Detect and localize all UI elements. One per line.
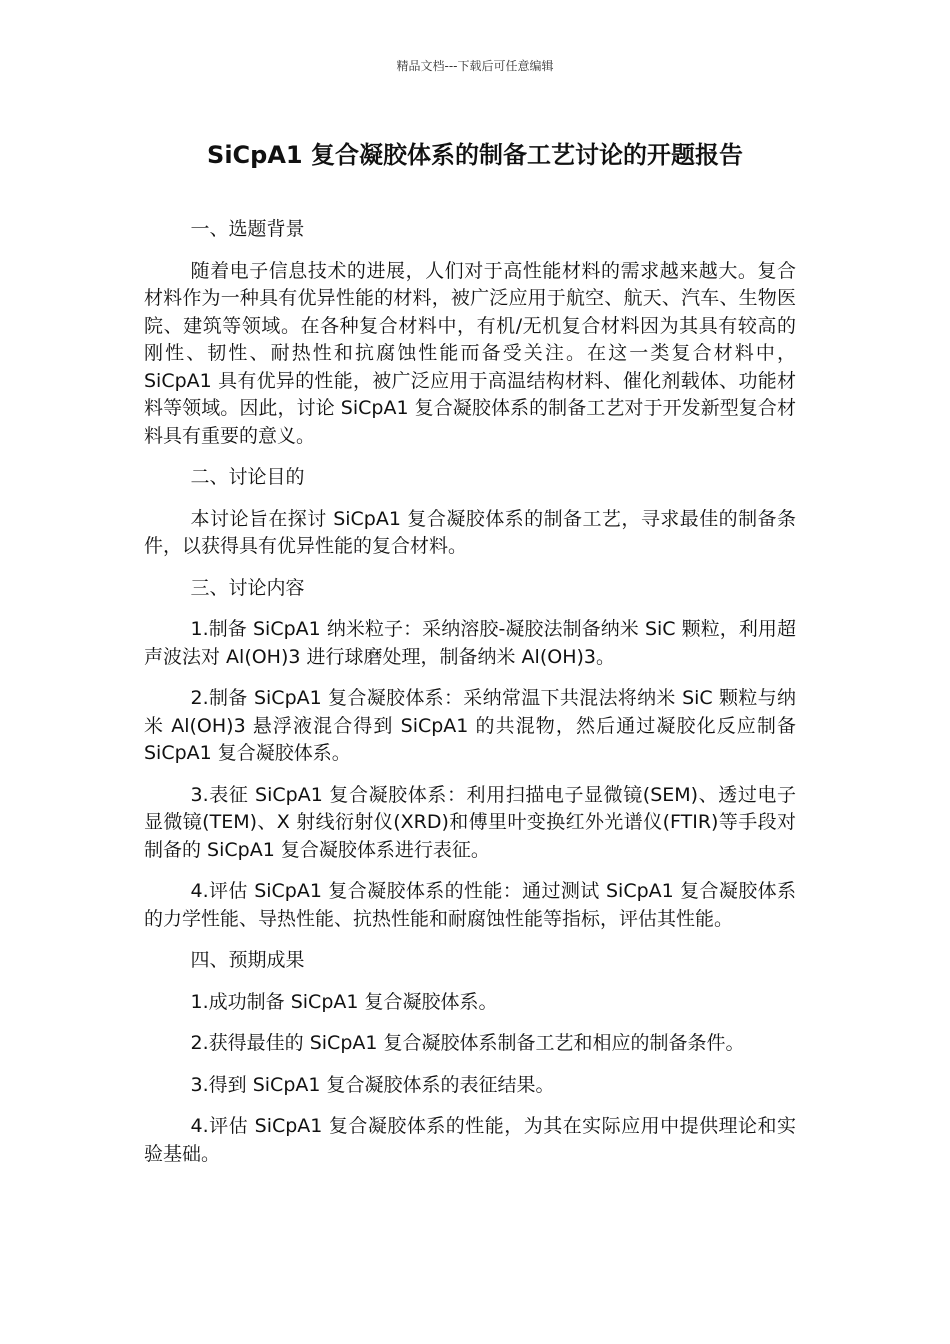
page-header: 精品文档---下载后可任意编辑 (396, 59, 554, 73)
paragraph: 3.得到 SiCpA1 复合凝胶体系的表征结果。 (190, 1073, 555, 1096)
paragraph: 1.制备 SiCpA1 纳米粒子：采纳溶胶-凝胶法制备纳米 SiC 颗粒，利用超声波法对 Al(OH)3 进行球磨处理，制备纳米 Al(OH)3。 (144, 618, 796, 668)
paragraph: 本讨论旨在探讨 SiCpA1 复合凝胶体系的制备工艺，寻求最佳的制备条件，以获得具有优异性能的复合材料。 (144, 507, 796, 557)
section-heading: 四、预期成果 (190, 949, 305, 971)
section-expected-results (144, 947, 796, 1168)
section-heading: 三、讨论内容 (190, 576, 305, 599)
paragraph: 随着电子信息技术的进展，人们对于高性能材料的需求越来越大。复合材料作为一种具有优异性能的材料，被广泛应用于航空、航天、汽车、生物医院、建筑等领域。在各种复合材料中，有机/无机复合材料因为其具有较高的刚性、韧性、耐热性和抗腐蚀性能而备受关注。在这一类复合材料中，SiCpA1 具有优异的性能，被广泛应用于高温结构材料、催化剂载体、功能材料等领域。因此，讨论 SiCpA1 复合凝胶体系的制备工艺对于开发新型复合材料具有重要的意义。 (144, 259, 796, 447)
section-background (144, 216, 796, 450)
paragraph: 2.制备 SiCpA1 复合凝胶体系：采纳常温下共混法将纳米 SiC 颗粒与纳米 Al(OH)3 悬浮液混合得到 SiCpA1 的共混物，然后通过凝胶化反应制备 SiCpA1 复合凝胶体系。 (144, 687, 796, 764)
document-body (144, 216, 796, 1182)
section-content (144, 575, 796, 934)
section-purpose (144, 464, 796, 561)
document-title: SiCpA1 复合凝胶体系的制备工艺讨论的开题报告 (207, 141, 743, 169)
paragraph: 4.评估 SiCpA1 复合凝胶体系的性能，为其在实际应用中提供理论和实验基础。 (144, 1115, 796, 1165)
paragraph: 1.成功制备 SiCpA1 复合凝胶体系。 (190, 990, 498, 1013)
section-heading: 二、讨论目的 (190, 466, 305, 488)
paragraph: 4.评估 SiCpA1 复合凝胶体系的性能：通过测试 SiCpA1 复合凝胶体系的力学性能、导热性能、抗热性能和耐腐蚀性能等指标，评估其性能。 (144, 880, 796, 930)
section-heading: 一、选题背景 (190, 218, 305, 240)
paragraph: 3.表征 SiCpA1 复合凝胶体系：利用扫描电子显微镜(SEM)、透过电子显微镜(TEM)、X 射线衍射仪(XRD)和傅里叶变换红外光谱仪(FTIR)等手段对制备的 SiCpA1 复合凝胶体系进行表征。 (144, 783, 796, 861)
paragraph: 2.获得最佳的 SiCpA1 复合凝胶体系制备工艺和相应的制备条件。 (190, 1032, 745, 1054)
